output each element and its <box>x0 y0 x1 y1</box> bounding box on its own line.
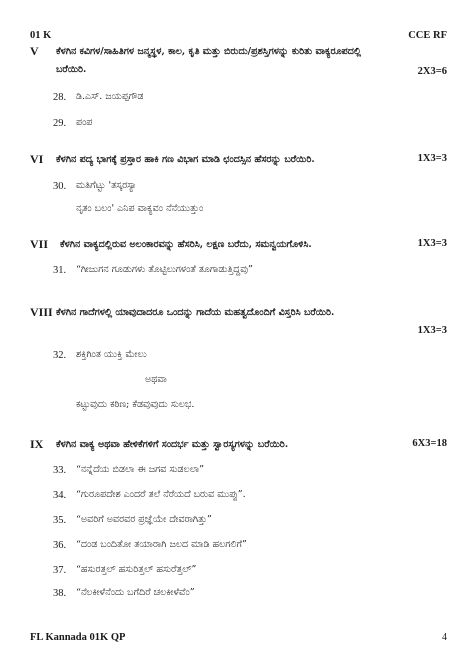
page-header-series: CCE RF <box>408 30 447 41</box>
question-number: 32. <box>53 350 67 361</box>
section-vii-number: VII <box>30 237 49 251</box>
section-vi-marks: 1X3=3 <box>417 153 447 164</box>
section-viii-instruction: ಕೆಳಗಿನ ಗಾದೆಗಳಲ್ಲಿ ಯಾವುದಾದರೂ ಒಂದನ್ನು ಗಾದೆಯ ಮಹತ್ವದೊಂದಿಗೆ ವಿಸ್ತರಿಸಿ ಬರೆಯಿರಿ. <box>56 307 335 318</box>
question-number: 36. <box>53 540 67 551</box>
section-vii-instruction: ಕೆಳಗಿನ ವಾಕ್ಯದಲ್ಲಿರುವ ಅಲಂಕಾರವನ್ನು ಹೆಸರಿಸಿ, ಲಕ್ಷಣ ಬರೆದು, ಸಮನ್ವಯಗೊಳಿಸಿ. <box>60 239 312 250</box>
section-ix-marks: 6X3=18 <box>412 438 447 449</box>
question-text: ಪಂಪ <box>76 117 93 128</box>
question-alternative: ಕಟ್ಟುವುದು ಕಠಿಣ; ಕೆಡವುವುದು ಸುಲಭ. <box>76 399 195 410</box>
section-vi-number: VI <box>30 152 44 166</box>
question-text: “ದಂಡ ಬಂದಿತೋ ತಯಾರಾಗಿ ಜಲದ ಮಾಡಿ ಹಲಗಲಿಗೆ” <box>76 539 247 550</box>
section-ix-instruction: ಕೆಳಗಿನ ವಾಕ್ಯ ಅಥವಾ ಹೇಳಿಕೆಗಳಿಗೆ ಸಂದರ್ಭ ಮತ್ತು ಸ್ವಾರಸ್ಯಗಳನ್ನು ಬರೆಯಿರಿ. <box>56 439 289 450</box>
or-separator: ಅಥವಾ <box>145 374 167 385</box>
section-v-marks: 2X3=6 <box>417 66 447 77</box>
question-text: “ನೆಲಕೀಳೆನೆಂದು ಬಗೆದಿರೆ ಚಲಕೀಳೆವೆಂ” <box>76 587 195 598</box>
question-text: “ಗೀಜುಗನ ಗೂಡುಗಳು ತೊಟ್ಟಿಲುಗಳಂತೆ ತೂಗಾಡುತ್ತಿದ್ದವು” <box>76 264 253 275</box>
question-number: 30. <box>53 181 67 192</box>
section-ix-number: IX <box>30 437 44 451</box>
section-viii-marks: 1X3=3 <box>417 325 447 336</box>
question-text-line2: ನೃತಂ ಬಲಂ' ಎನಿಪ ವಾಕ್ಯವಂ ನೆನೆಯುತ್ತುಂ <box>76 203 204 214</box>
section-viii-number: VIII <box>30 305 53 319</box>
question-number: 33. <box>53 465 67 476</box>
section-v-instruction-line1: ಕೆಳಗಿನ ಕವಿಗಳ/ಸಾಹಿತಿಗಳ ಜನ್ಮಸ್ಥಳ, ಕಾಲ, ಕೃತಿ ಮತ್ತು ಬಿರುದು/ಪ್ರಶಸ್ತಿಗಳನ್ನು ಕುರಿತು ವಾಕ್ಯರೂಪದಲ್ಲಿ <box>56 46 362 57</box>
question-number: 38. <box>53 588 67 599</box>
section-vii-marks: 1X3=3 <box>417 238 447 249</box>
question-number: 35. <box>53 515 67 526</box>
question-number: 31. <box>53 265 67 276</box>
question-number: 28. <box>53 92 67 103</box>
page-footer-title: FL Kannada 01K QP <box>30 632 126 643</box>
page-header-code: 01 K <box>30 30 52 41</box>
question-number: 29. <box>53 118 67 129</box>
question-text: “ನನ್ನೆದೆಯ ಬಿಡಲಾ ಈ ಜಗವ ಸುಡಲಲಾ” <box>76 464 205 475</box>
question-text: ಮತಿಗೆಟ್ಟು 'ತಸ್ಕರಸ್ಯಾ <box>76 180 137 191</box>
section-vi-instruction: ಕೆಳಗಿನ ಪದ್ಯ ಭಾಗಕ್ಕೆ ಪ್ರಸ್ತಾರ ಹಾಕಿ ಗಣ ವಿಭಾಗ ಮಾಡಿ ಛಂದಸ್ಸಿನ ಹೆಸರನ್ನು ಬರೆಯಿರಿ. <box>56 154 315 165</box>
question-text: ಡಿ.ಎಸ್. ಜಯಪ್ಪಗೌಡ <box>76 91 144 102</box>
page-number: 4 <box>442 632 447 643</box>
question-text: ಶಕ್ತಿಗಿಂತ ಯುಕ್ತಿ ಮೇಲು <box>76 349 147 360</box>
question-number: 37. <box>53 565 67 576</box>
question-text: “ಹಸುರತ್ತಲ್ ಹಸುರಿತ್ತಲ್ ಹಸುರೆತ್ತಲ್” <box>76 564 197 575</box>
question-text: “ಅವರಿಗೆ ಅವರವರ ಪ್ರಜ್ಞೆಯೇ ದೇವರಾಗಿತ್ತು” <box>76 514 212 525</box>
section-v-instruction-line2: ಬರೆಯಿರಿ. <box>56 64 87 75</box>
section-v-number: V <box>30 44 39 58</box>
question-number: 34. <box>53 490 67 501</box>
question-text: “ಗುರೂಪದೇಶ ಎಂದರೆ ತಲೆ ನೆರೆಯದೆ ಬರುವ ಮುಪ್ಪು”. <box>76 489 246 500</box>
